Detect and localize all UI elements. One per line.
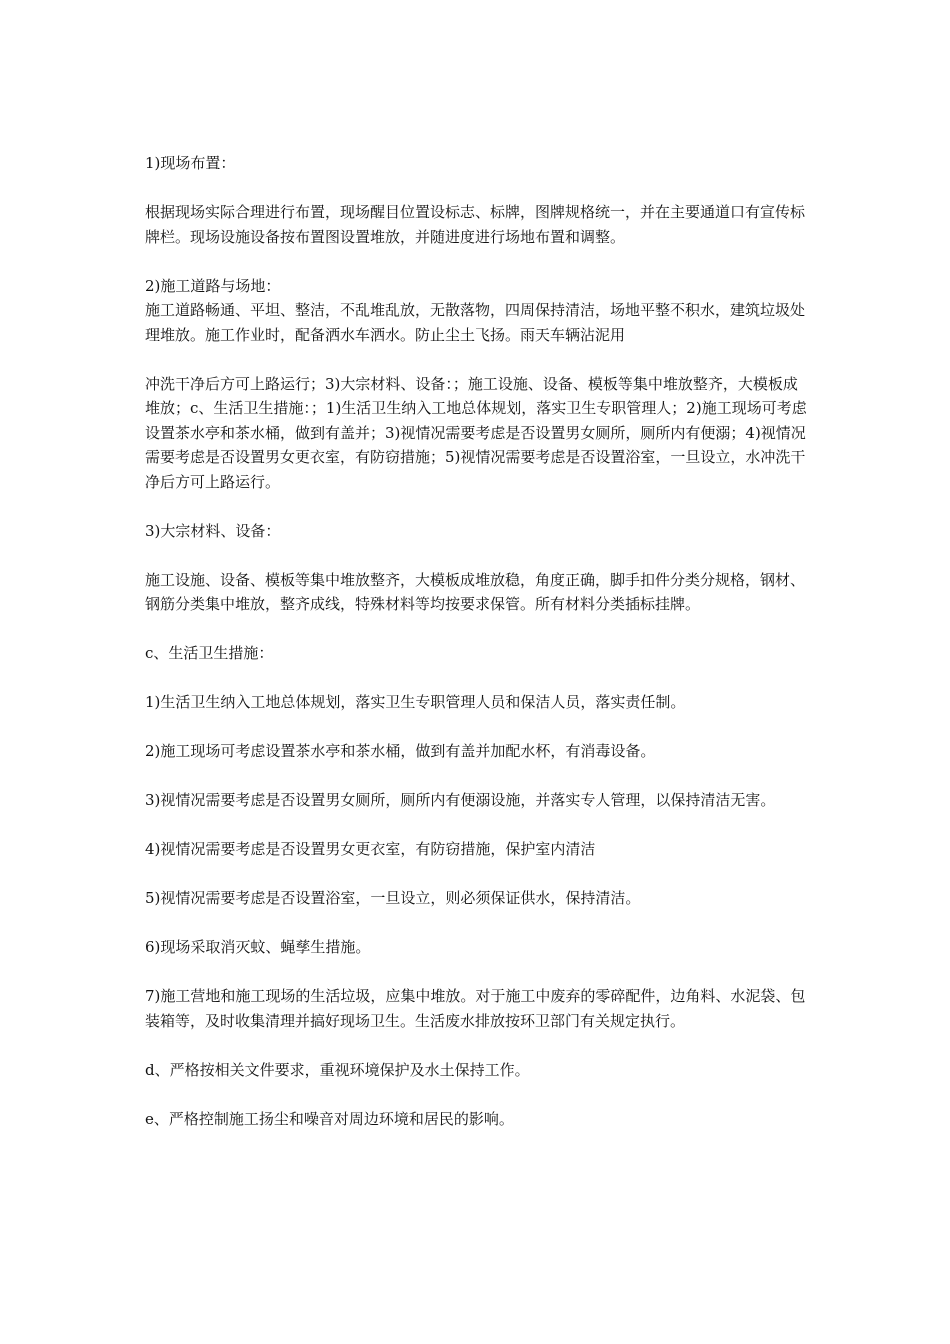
heading-bulk-materials: 3)大宗材料、设备： [145,521,281,540]
item-dust-noise: e、严格控制施工扬尘和噪音对周边环境和居民的影响。 [145,1109,514,1128]
item-environment: d、严格按相关文件要求，重视环境保护及水土保持工作。 [145,1060,530,1079]
paragraph-roads-sites: 2)施工道路与场地： 施工道路畅通、平坦、整洁，不乱堆乱放，无散落物，四周保持清洁，场地平整不积水，建筑垃圾处理堆放。施工作业时，配备洒水车洒水。防止尘土飞扬。雨天车辆沾泥用 [145,276,806,344]
list-item-sanitation-1: 1)生活卫生纳入工地总体规划，落实卫生专职管理人员和保洁人员，落实责任制。 [145,693,686,711]
heading-sanitation: c、生活卫生措施： [145,644,274,662]
document-body [145,151,810,1131]
list-item-sanitation-2: 2)施工现场可考虑设置茶水亭和茶水桶，做到有盖并加配水杯，有消毒设备。 [145,742,656,760]
list-item-sanitation-6: 6)现场采取消灭蚊、蝇孳生措施。 [145,938,371,956]
heading-site-layout: 1)现场布置： [145,154,236,172]
list-item-sanitation-5: 5)视情况需要考虑是否设置浴室，一旦设立，则必须保证供水，保持清洁。 [145,889,641,907]
paragraph-site-layout: 根据现场实际合理进行布置，现场醒目位置设标志、标牌，图牌规格统一，并在主要通道口有宣传标牌栏。现场设施设备按布置图设置堆放，并随进度进行场地布置和调整。 [145,203,806,246]
list-item-sanitation-3: 3)视情况需要考虑是否设置男女厕所，厕所内有便溺设施，并落实专人管理，以保持清洁无害。 [145,791,776,809]
list-item-sanitation-4: 4)视情况需要考虑是否设置男女更衣室，有防窃措施，保护室内清洁 [145,840,596,858]
paragraph-summary: 冲洗干净后方可上路运行；3)大宗材料、设备：；施工设施、设备、模板等集中堆放整齐，大模板成堆放；c、生活卫生措施：；1)生活卫生纳入工地总体规划，落实卫生专职管理人；2)施工现场可考虑设置茶水亭和茶水桶，做到有盖并；3)视情况需要考虑是否设置男女厕所，厕所内有便溺；4)视情况需要考虑是否设置男女更衣室，有防窃措施；5)视情况需要考虑是否设置浴室，一旦设立，水冲洗干净后方可上路运行。 [145,374,807,491]
paragraph-bulk-materials: 施工设施、设备、模板等集中堆放整齐，大模板成堆放稳，角度正确，脚手扣件分类分规格，钢材、钢筋分类集中堆放，整齐成线，特殊材料等均按要求保管。所有材料分类插标挂牌。 [145,570,806,613]
list-item-sanitation-7: 7)施工营地和施工现场的生活垃圾，应集中堆放。对于施工中废弃的零碎配件，边角料、水泥袋、包装箱等，及时收集清理并搞好现场卫生。生活废水排放按环卫部门有关规定执行。 [145,987,806,1030]
